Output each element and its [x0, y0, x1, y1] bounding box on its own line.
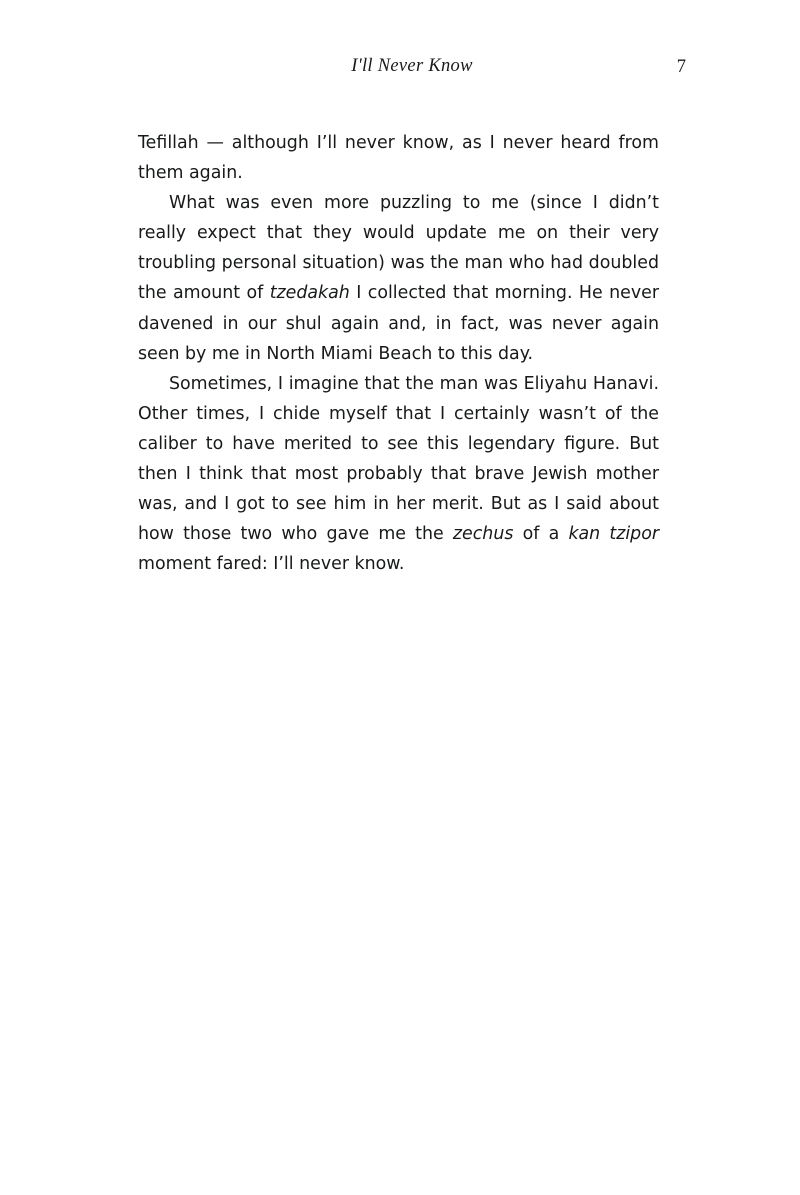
paragraph — [138, 188, 659, 369]
running-header — [138, 56, 686, 84]
text-run: Tefillah — although I’ll never know, as I never heard from them again. — [138, 133, 659, 184]
emphasized-text: kan tzipor — [568, 524, 659, 545]
emphasized-text: tzedakah — [269, 283, 350, 304]
emphasized-text: zechus — [452, 524, 514, 545]
body-text — [138, 128, 659, 579]
running-head-title: I'll Never Know — [351, 56, 473, 76]
paragraph — [138, 128, 659, 188]
page-number: 7 — [676, 57, 686, 77]
text-run: of a — [513, 524, 569, 545]
text-run: moment fared: I’ll never know. — [138, 554, 405, 575]
text-run: What was even more puzzling to me (since I didn’t really expect that they would update me on their very troubling personal situation) was the man who had doubled the amount of — [138, 193, 659, 304]
paragraph — [138, 369, 659, 580]
text-run: I collected that morning. He never davened in our shul again and, in fact, was never again seen by me in North Miami Beach to this day. — [138, 283, 659, 364]
text-run: Sometimes, I imagine that the man was Eliyahu Hanavi. Other times, I chide myself that I certainly wasn’t of the caliber to have merited to see this legendary figure. But then I think that most probably that brave Jewish mother was, and I got to see him in her merit. But as I said about how those two who gave me the — [138, 373, 659, 545]
